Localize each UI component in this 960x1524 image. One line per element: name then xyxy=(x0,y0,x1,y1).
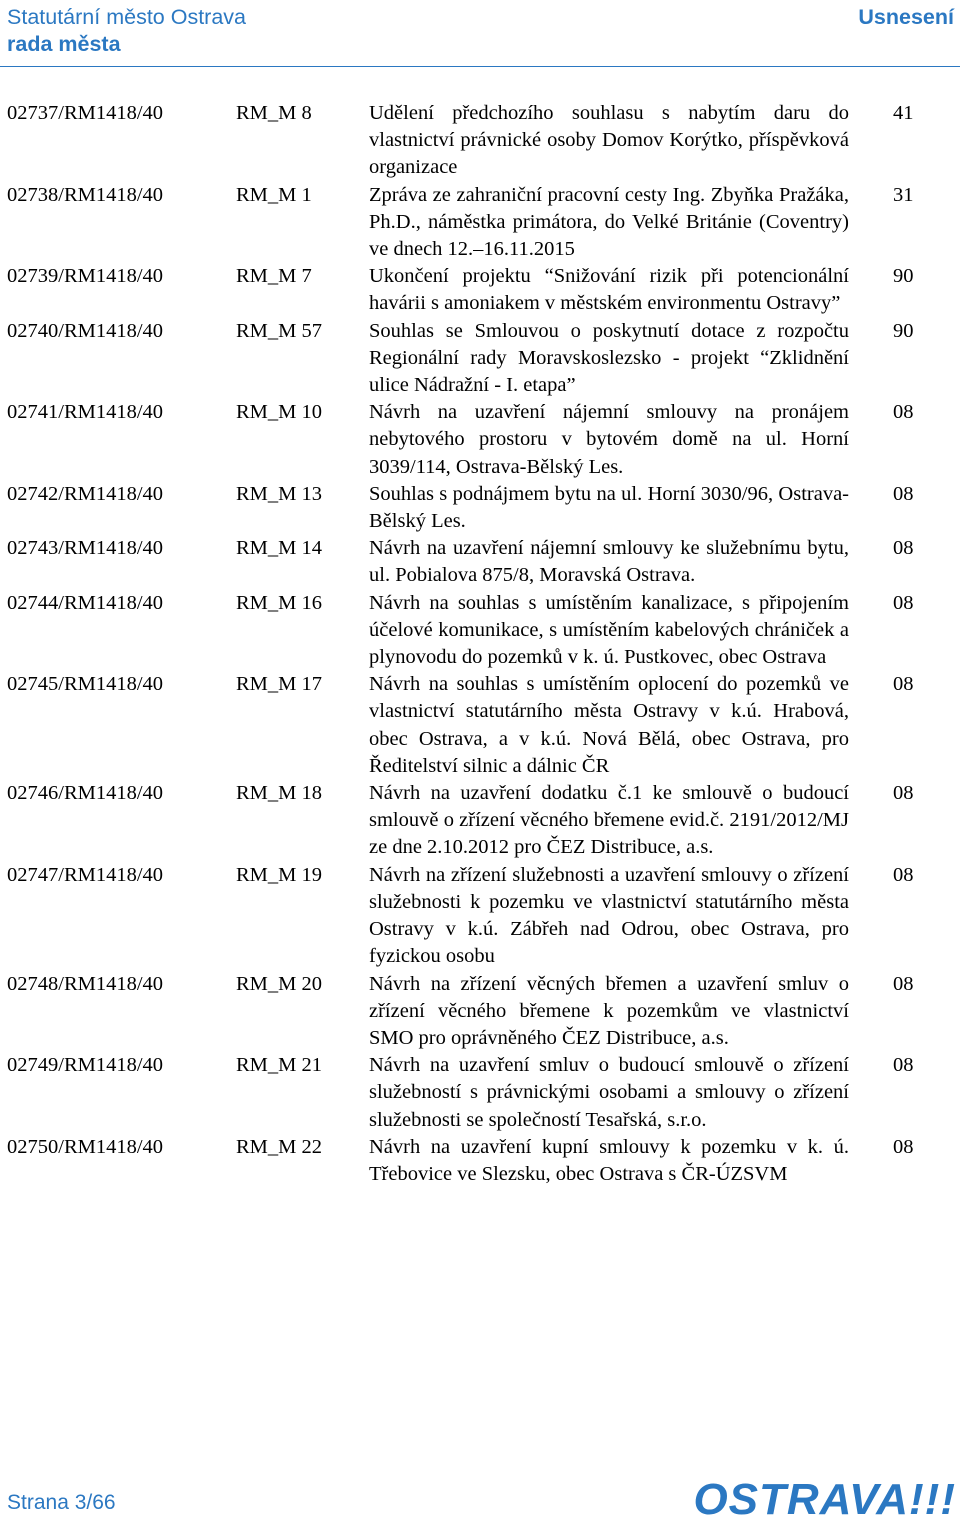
resolution-row xyxy=(0,100,960,182)
resolution-row xyxy=(0,318,960,400)
agenda-code: RM_M 8 xyxy=(236,102,312,124)
resolution-page: 08 xyxy=(893,1054,914,1077)
resolution-number: 02749/RM1418/40 xyxy=(7,1054,164,1077)
agenda-code: RM_M 19 xyxy=(236,863,323,886)
agenda-code: RM_M 22 xyxy=(236,1135,323,1158)
resolution-page: 08 xyxy=(893,482,914,505)
resolution-number: 02744/RM1418/40 xyxy=(7,591,164,614)
resolution-page: 08 xyxy=(893,591,914,614)
resolution-number: 02739/RM1418/40 xyxy=(7,265,164,288)
resolution-number: 02748/RM1418/40 xyxy=(7,972,164,995)
page-number: Strana 3/66 xyxy=(7,1491,116,1514)
resolution-title: Návrh na souhlas s umístěním kanalizace, s připojením účelové komunikace, s umístěním kabelových chrániček a plynovodu do pozemků v k. ú. Pustkovec, obec Ostrava xyxy=(369,591,849,669)
resolution-number: 02750/RM1418/40 xyxy=(7,1135,164,1158)
resolution-row xyxy=(0,671,960,780)
resolution-title: Návrh na uzavření smluv o budoucí smlouvě o zřízení služebností s právnickými osobami a smlouvy o zřízení služebnosti se společností Tesařská, s.r.o. xyxy=(369,1054,849,1131)
agenda-code: RM_M 7 xyxy=(236,265,312,288)
agenda-code: RM_M 18 xyxy=(236,782,323,805)
resolution-number: 02742/RM1418/40 xyxy=(7,482,164,505)
agenda-code: RM_M 20 xyxy=(236,972,323,995)
council-name: rada města xyxy=(7,32,121,56)
resolution-title: Ukončení projektu “Snižování rizik při potencionální havárii s amoniakem v městském environmentu Ostravy” xyxy=(369,265,849,315)
resolution-page: 08 xyxy=(893,863,914,886)
agenda-code: RM_M 14 xyxy=(236,537,323,560)
resolution-title: Udělení předchozího souhlasu s nabytím daru do vlastnictví právnické osoby Domov Korýtko, příspěvková organizace xyxy=(369,102,849,179)
resolution-number: 02746/RM1418/40 xyxy=(7,782,164,805)
organization-name: Statutární město Ostrava xyxy=(7,5,246,29)
resolution-page: 08 xyxy=(893,972,914,995)
agenda-code: RM_M 10 xyxy=(236,401,323,424)
resolution-row xyxy=(0,590,960,672)
resolution-title: Souhlas se Smlouvou o poskytnutí dotace z rozpočtu Regionální rady Moravskoslezsko - projekt “Zklidnění ulice Nádražní - I. etapa” xyxy=(369,319,849,397)
resolution-page: 08 xyxy=(893,673,914,696)
resolution-page: 08 xyxy=(893,537,914,560)
agenda-code: RM_M 16 xyxy=(236,591,323,614)
resolution-row xyxy=(0,780,960,862)
logo-text: OSTRAVA!!! xyxy=(693,1475,956,1524)
header-divider xyxy=(0,66,960,67)
resolution-page: 90 xyxy=(893,265,914,288)
resolution-row xyxy=(0,535,960,589)
resolution-row xyxy=(0,481,960,535)
resolution-page: 90 xyxy=(893,319,914,342)
resolution-number: 02740/RM1418/40 xyxy=(7,319,164,342)
resolution-number: 02745/RM1418/40 xyxy=(7,673,164,696)
resolution-page: 08 xyxy=(893,782,914,805)
resolution-number: 02741/RM1418/40 xyxy=(7,401,164,424)
page-header xyxy=(0,0,960,80)
resolution-title: Návrh na uzavření nájemní smlouvy na pronájem nebytového prostoru v bytovém domě na ul. Horní 3039/114, Ostrava-Bělský Les. xyxy=(369,401,849,478)
agenda-code: RM_M 21 xyxy=(236,1054,323,1077)
resolution-list xyxy=(0,100,960,1188)
resolution-title: Návrh na souhlas s umístěním oplocení do pozemků ve vlastnictví statutárního města Ostravy v k.ú. Hrabová, obec Ostrava, a v k.ú. Nová Bělá, obec Ostrava, pro Ředitelství silnic a dálnic ČR xyxy=(369,673,849,777)
resolution-page: 08 xyxy=(893,401,914,424)
resolution-row xyxy=(0,263,960,317)
header-left xyxy=(7,4,246,58)
resolution-title: Návrh na zřízení věcných břemen a uzavření smluv o zřízení věcného břemene k pozemkům ve vlastnictví SMO pro oprávněného ČEZ Distribuce, a.s. xyxy=(369,972,849,1049)
resolution-page: 41 xyxy=(893,102,914,124)
resolution-title: Návrh na uzavření dodatku č.1 ke smlouvě o budoucí smlouvě o zřízení věcného břemene evid.č. 2191/2012/MJ ze dne 2.10.2012 pro ČEZ Distribuce, a.s. xyxy=(369,782,849,859)
resolution-number: 02747/RM1418/40 xyxy=(7,863,164,886)
resolution-number: 02743/RM1418/40 xyxy=(7,537,164,560)
resolution-title: Návrh na uzavření nájemní smlouvy ke služebnímu bytu, ul. Pobialova 875/8, Moravská Ostrava. xyxy=(369,537,849,587)
resolution-row xyxy=(0,1134,960,1188)
ostrava-logo xyxy=(693,1475,956,1524)
resolution-row xyxy=(0,1052,960,1134)
agenda-code: RM_M 1 xyxy=(236,183,312,206)
resolution-row xyxy=(0,182,960,264)
resolution-title: Návrh na uzavření kupní smlouvy k pozemku v k. ú. Třebovice ve Slezsku, obec Ostrava s ČR-ÚZSVM xyxy=(369,1135,849,1185)
resolution-title: Návrh na zřízení služebnosti a uzavření smlouvy o zřízení služebnosti k pozemku ve vlastnictví statutárního města Ostravy v k.ú. Zábřeh nad Odrou, obec Ostrava, pro fyzickou osobu xyxy=(369,863,849,968)
resolution-title: Zpráva ze zahraniční pracovní cesty Ing. Zbyňka Pražáka, Ph.D., náměstka primátora, do Velké Británie (Coventry) ve dnech 12.–16.11.2015 xyxy=(369,183,849,261)
agenda-code: RM_M 57 xyxy=(236,319,323,342)
agenda-code: RM_M 17 xyxy=(236,673,323,696)
resolution-row xyxy=(0,399,960,481)
resolution-row xyxy=(0,971,960,1053)
resolution-row xyxy=(0,862,960,971)
resolution-page: 31 xyxy=(893,183,914,206)
resolution-number: 02737/RM1418/40 xyxy=(7,102,164,124)
resolution-number: 02738/RM1418/40 xyxy=(7,183,164,206)
document-type: Usnesení xyxy=(858,5,954,29)
agenda-code: RM_M 13 xyxy=(236,482,323,505)
resolution-page: 08 xyxy=(893,1135,914,1158)
resolution-title: Souhlas s podnájmem bytu na ul. Horní 3030/96, Ostrava-Bělský Les. xyxy=(369,482,849,533)
